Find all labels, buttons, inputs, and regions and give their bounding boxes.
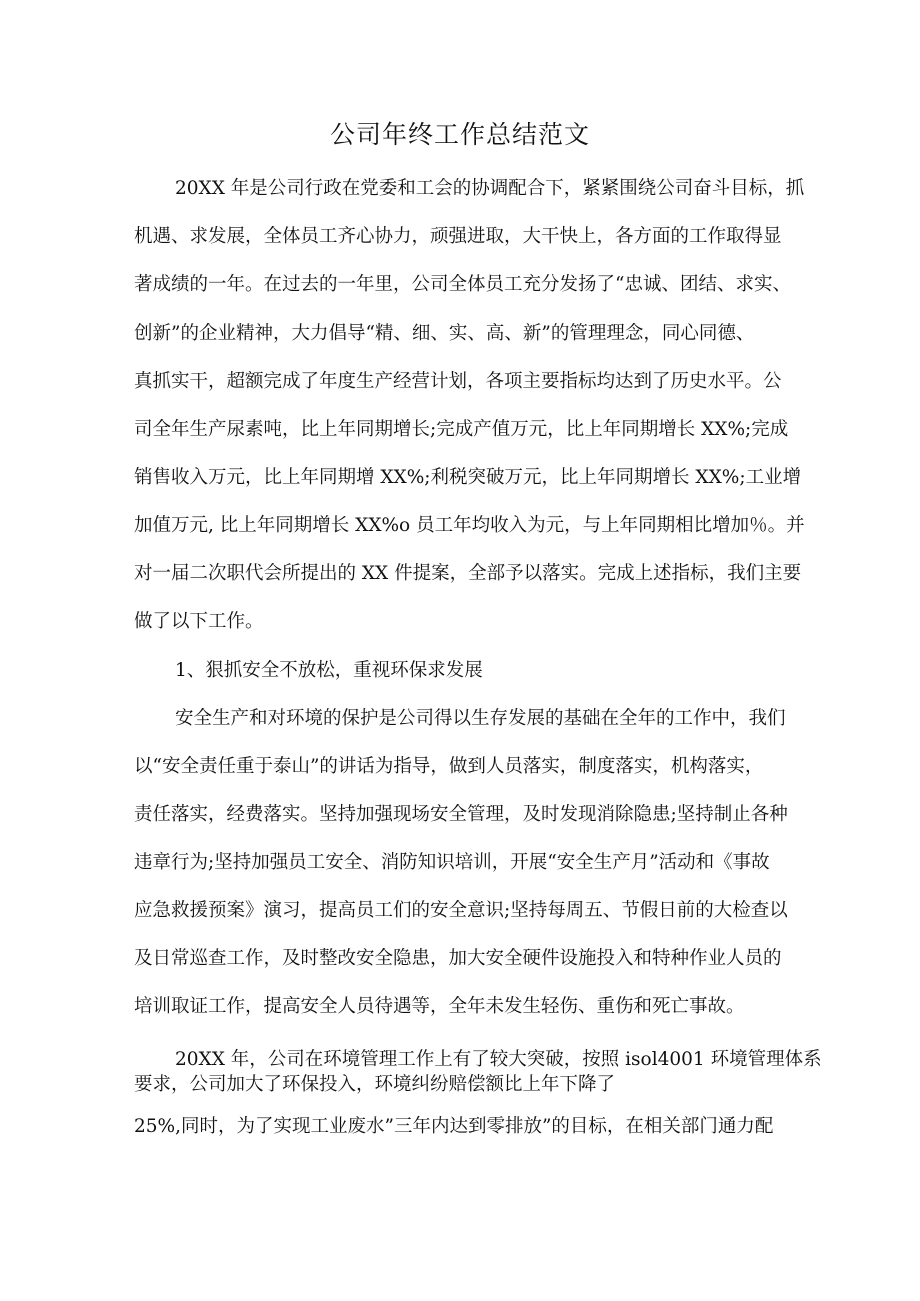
paragraph-line: 对一届二次职代会所提出的 XX 件提案，全部予以落实。完成上述指标，我们主要: [134, 563, 802, 584]
paragraph-line: 创新”的企业精神，大力倡导“精、细、实、高、新”的管理理念，同心同德、: [134, 323, 755, 344]
paragraph-line: 及日常巡查工作，及时整改安全隐患，加大安全硬件设施投入和特种作业人员的: [134, 948, 782, 969]
paragraph-line: 要求，公司加大了环保投入，环境纠纷赔偿额比上年下降了: [134, 1074, 616, 1095]
paragraph-line: 安全生产和对环境的保护是公司得以生存发展的基础在全年的工作中，我们: [175, 708, 786, 729]
paragraph-line: 违章行为;坚持加强员工安全、消防知识培训，开展“安全生产月”活动和《事故: [134, 852, 770, 873]
section-heading: 1、狠抓安全不放松，重视环保求发展: [175, 660, 483, 681]
paragraph-line: 应急救援预案》演习，提高员工们的安全意识;坚持每周五、节假日前的大检查以: [134, 900, 788, 921]
paragraph-line: 培训取证工作，提高安全人员待遇等，全年未发生轻伤、重伤和死亡事故。: [134, 996, 745, 1017]
paragraph-line: 司全年生产尿素吨，比上年同期增长;完成产值万元，比上年同期增长 XX%;完成: [134, 419, 789, 440]
paragraph-line: 20XX 年是公司行政在党委和工会的协调配合下，紧紧围绕公司奋斗目标，抓: [175, 178, 805, 199]
paragraph-line: 销售收入万元，比上年同期增 XX%;利税突破万元，比上年同期增长 XX%;工业增: [134, 467, 802, 488]
paragraph-line: 做了以下工作。: [134, 611, 264, 632]
paragraph-line: 加值万元, 比上年同期增长 XX%o 员工年均收入为元，与上年同期相比增加％。并: [134, 515, 805, 536]
paragraph-line: 25%,同时，为了实现工业废水”三年内达到零排放”的目标，在相关部门通力配: [134, 1116, 774, 1137]
paragraph-line: 真抓实干，超额完成了年度生产经营计划，各项主要指标均达到了历史水平。公: [134, 371, 782, 392]
paragraph-line: 责任落实，经费落实。坚持加强现场安全管理，及时发现消除隐患;坚持制止各种: [134, 804, 788, 825]
paragraph-line: 著成绩的一年。在过去的一年里，公司全体员工充分发扬了“忠诚、团结、求实、: [134, 274, 791, 295]
paragraph-line: 机遇、求发展，全体员工齐心协力，顽强进取，大干快上，各方面的工作取得显: [134, 226, 782, 247]
paragraph-line: 以“安全责任重于泰山”的讲话为指导，做到人员落实，制度落实，机构落实，: [134, 756, 764, 777]
document-title: 公司年终工作总结范文: [329, 120, 590, 149]
paragraph-line: 20XX 年，公司在环境管理工作上有了较大突破，按照 isol4001 环境管理体系: [175, 1049, 822, 1070]
